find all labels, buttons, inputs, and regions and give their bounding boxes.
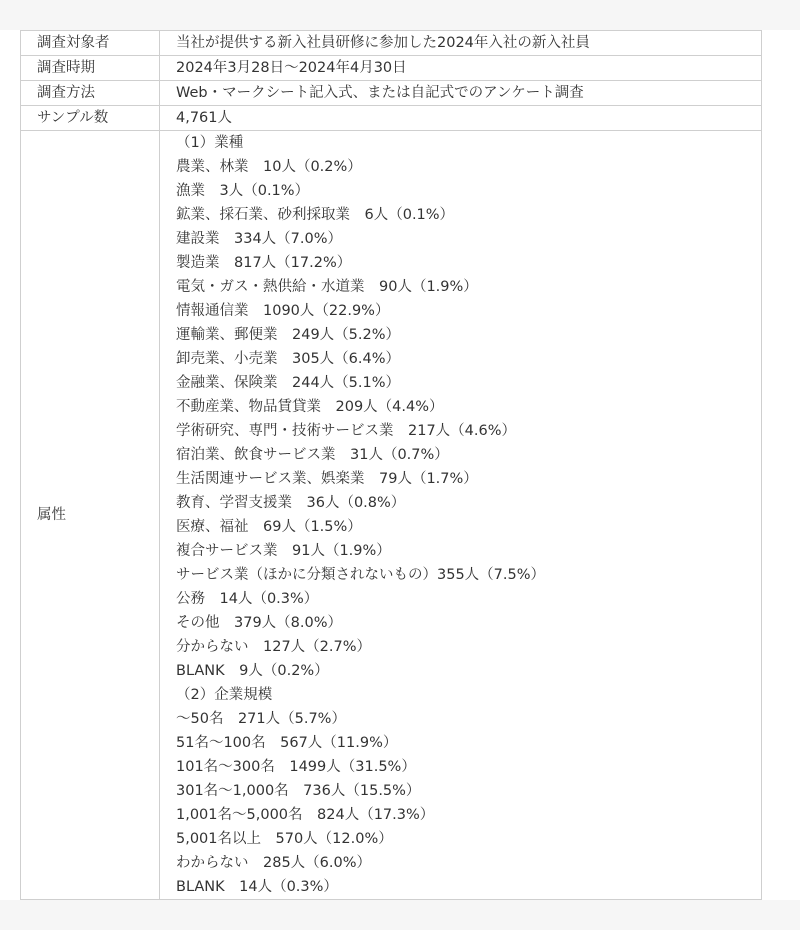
row-sample-size xyxy=(21,106,762,131)
attribute-line: 不動産業、物品賃貸業 209人（4.4%） xyxy=(176,399,444,415)
row-label: 調査対象者 xyxy=(21,31,160,56)
attribute-line: 1,001名～5,000名 824人（17.3%） xyxy=(176,807,435,823)
attribute-line: 製造業 817人（17.2%） xyxy=(176,255,352,271)
attribute-line: 卸売業、小売業 305人（6.4%） xyxy=(176,351,401,367)
row-value: 4,761人 xyxy=(160,106,762,131)
attribute-line: （2）企業規模 xyxy=(176,687,273,703)
attribute-line: 農業、林業 10人（0.2%） xyxy=(176,159,362,175)
attribute-line: 鉱業、採石業、砂利採取業 6人（0.1%） xyxy=(176,207,455,223)
attribute-line: 生活関連サービス業、娯楽業 79人（1.7%） xyxy=(176,471,478,487)
attribute-line: 51名～100名 567人（11.9%） xyxy=(176,735,398,751)
attribute-line: その他 379人（8.0%） xyxy=(176,615,343,631)
attribute-line: 情報通信業 1090人（22.9%） xyxy=(176,303,390,319)
attribute-line: BLANK 14人（0.3%） xyxy=(176,879,338,895)
attribute-line: 学術研究、専門・技術サービス業 217人（4.6%） xyxy=(176,423,517,439)
row-label: 属性 xyxy=(21,131,160,900)
row-value: 当社が提供する新入社員研修に参加した2024年入社の新入社員 xyxy=(160,31,762,56)
row-survey-method xyxy=(21,81,762,106)
attributes-cell xyxy=(160,131,762,900)
row-label: サンプル数 xyxy=(21,106,160,131)
row-survey-target xyxy=(21,31,762,56)
attribute-line: 教育、学習支援業 36人（0.8%） xyxy=(176,495,406,511)
attribute-line: 金融業、保険業 244人（5.1%） xyxy=(176,375,401,391)
row-survey-period xyxy=(21,56,762,81)
attribute-line: （1）業種 xyxy=(176,135,244,151)
attributes-list xyxy=(176,131,761,899)
bottom-margin-band xyxy=(0,900,800,930)
row-value: 2024年3月28日～2024年4月30日 xyxy=(160,56,762,81)
attribute-line: 電気・ガス・熱供給・水道業 90人（1.9%） xyxy=(176,279,478,295)
row-label: 調査方法 xyxy=(21,81,160,106)
top-margin-band xyxy=(0,0,800,30)
attribute-line: 建設業 334人（7.0%） xyxy=(176,231,343,247)
attribute-line: わからない 285人（6.0%） xyxy=(176,855,372,871)
attribute-line: 5,001名以上 570人（12.0%） xyxy=(176,831,393,847)
attribute-line: 宿泊業、飲食サービス業 31人（0.7%） xyxy=(176,447,449,463)
attribute-line: 医療、福祉 69人（1.5%） xyxy=(176,519,362,535)
row-value: Web・マークシート記入式、または自記式でのアンケート調査 xyxy=(160,81,762,106)
attribute-line: サービス業（ほかに分類されないもの）355人（7.5%） xyxy=(176,567,546,583)
attribute-line: 101名～300名 1499人（31.5%） xyxy=(176,759,416,775)
attribute-line: 運輸業、郵便業 249人（5.2%） xyxy=(176,327,401,343)
attribute-line: 漁業 3人（0.1%） xyxy=(176,183,310,199)
attribute-line: 複合サービス業 91人（1.9%） xyxy=(176,543,391,559)
survey-overview-table xyxy=(20,30,762,900)
row-label: 調査時期 xyxy=(21,56,160,81)
attribute-line: BLANK 9人（0.2%） xyxy=(176,663,329,679)
attribute-line: ～50名 271人（5.7%） xyxy=(176,711,346,727)
attribute-line: 公務 14人（0.3%） xyxy=(176,591,319,607)
attribute-line: 分からない 127人（2.7%） xyxy=(176,639,372,655)
row-attributes xyxy=(21,131,762,900)
attribute-line: 301名～1,000名 736人（15.5%） xyxy=(176,783,421,799)
